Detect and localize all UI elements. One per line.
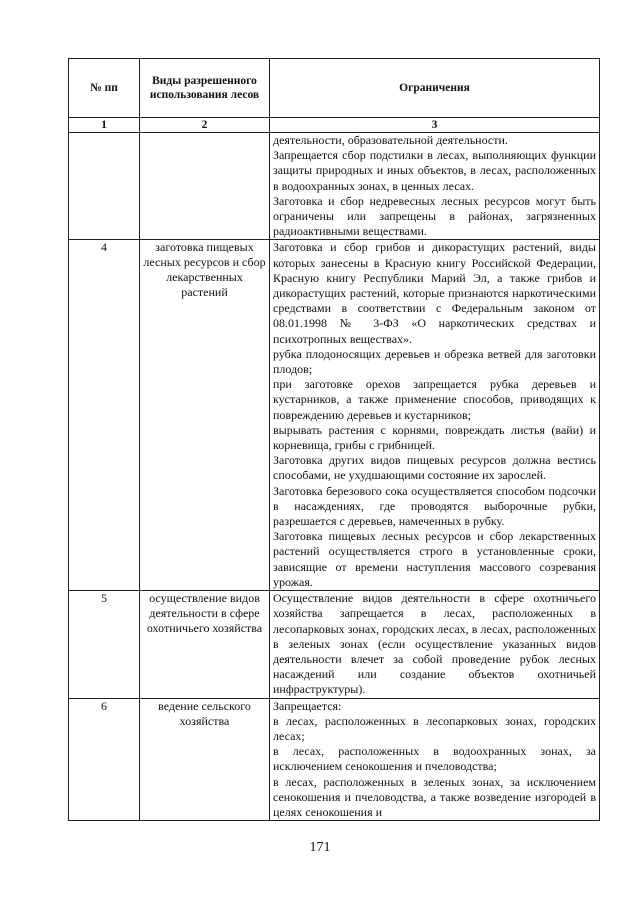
- page-number: 171: [309, 840, 331, 855]
- row-restrictions: [270, 133, 600, 240]
- row-number: 6: [69, 698, 140, 821]
- restriction-paragraph: рубка плодоносящих деревьев и обрезка ветвей для заготовки плодов;: [273, 346, 596, 377]
- row-use-type: осуществление видов деятельности в сфере охотничьего хозяйства: [140, 591, 270, 698]
- header-restrictions: Ограничения: [270, 59, 600, 118]
- restriction-paragraph: вырывать растения с корнями, повреждать листья (вайи) и корневища, грибы с грибницей.: [273, 422, 596, 453]
- restriction-paragraph: Заготовка березового сока осуществляется способом подсочки в насаждениях, где проводятся выборочные рубки, разрешается с деревьев, намеченных в рубку.: [273, 483, 596, 529]
- restrictions-table: [68, 58, 600, 821]
- row-restrictions: [270, 240, 600, 591]
- table-row: [69, 591, 600, 698]
- restriction-paragraph: Заготовка и сбор недревесных лесных ресурсов могут быть ограничены или запрещены в районах, загрязненных радиоактивными веществами.: [273, 193, 596, 239]
- row-number: [69, 133, 140, 240]
- column-number-row: [69, 118, 600, 133]
- restriction-paragraph: Запрещается:: [273, 698, 342, 713]
- restriction-paragraph: деятельности, образовательной деятельности.: [273, 133, 508, 147]
- row-restrictions: [270, 591, 600, 698]
- row-number: 4: [69, 240, 140, 591]
- header-row: [69, 59, 600, 118]
- restriction-paragraph: в лесах, расположенных в лесопарковых зонах, городских лесах;: [273, 713, 596, 743]
- column-number: 2: [140, 118, 270, 133]
- restriction-paragraph: Заготовка пищевых лесных ресурсов и сбор лекарственных растений осуществляется строго в установленные сроки, зависящие от времени наступления массового созревания урожая.: [273, 529, 596, 589]
- restriction-paragraph: в лесах, расположенных в водоохранных зонах, за исключением сенокошения и пчеловодства;: [273, 744, 596, 774]
- table-row: [69, 698, 600, 821]
- column-number: 3: [270, 118, 600, 133]
- row-use-type: заготовка пищевых лесных ресурсов и сбор лекарственных растений: [140, 240, 270, 591]
- column-number: 1: [69, 118, 140, 133]
- table-body: [69, 133, 600, 821]
- header-number: № пп: [69, 59, 140, 118]
- restriction-paragraph: Осуществление видов деятельности в сфере охотничьего хозяйства запрещается в лесах, расположенных в лесопарковых зонах, городских лесах, в лесах, расположенных в зеленых зонах (если осуществление указанных видов деятельности влечет за собой проведение рубок лесных насаждений или создание объектов охотничьей инфраструктуры).: [273, 591, 596, 697]
- restriction-paragraph: Заготовка других видов пищевых ресурсов должна вестись способами, не ухудшающими состояние их зарослей.: [273, 453, 596, 483]
- restriction-paragraph: в лесах, расположенных в зеленых зонах, за исключением сенокошения и пчеловодства, а также возведение изгородей в целях сенокошения и: [273, 774, 596, 819]
- table-row: [69, 133, 600, 240]
- row-use-type: [140, 133, 270, 240]
- header-use-type: Виды разрешенного использования лесов: [140, 59, 270, 118]
- row-use-type: ведение сельского хозяйства: [140, 698, 270, 821]
- row-number: 5: [69, 591, 140, 698]
- restriction-paragraph: Запрещается сбор подстилки в лесах, выполняющих функции защиты природных и иных объектов, в лесах, расположенных в водоохранных зонах, в ценных лесах.: [273, 148, 596, 193]
- row-restrictions: [270, 698, 600, 821]
- restriction-paragraph: Заготовка и сбор грибов и дикорастущих растений, виды которых занесены в Красную книгу Российской Федерации, Красную книгу Республики Марий Эл, а также грибов и дикорастущих растений, которые признаются наркотическими средствами в соответствии с Федеральным законом от 08.01.1998 № 3-ФЗ «О наркотических средствах и психотропных веществах».: [273, 240, 596, 346]
- table-row: [69, 240, 600, 591]
- restriction-paragraph: при заготовке орехов запрещается рубка деревьев и кустарников, а также применение способов, приводящих к повреждению деревьев и кустарников;: [273, 377, 596, 422]
